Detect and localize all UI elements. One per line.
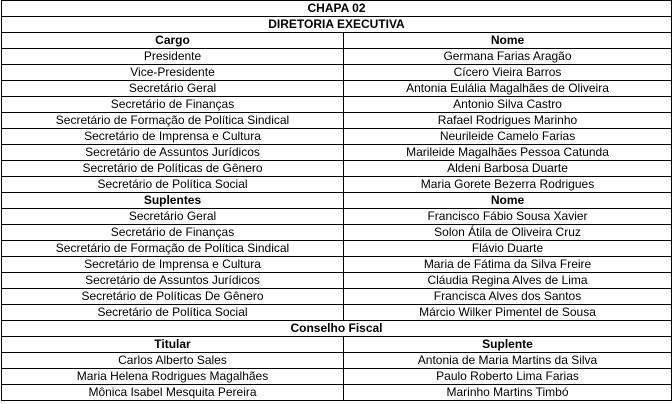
nome-cell[interactable]: Cícero Vieira Barros xyxy=(344,65,672,81)
executiva-row xyxy=(2,113,672,129)
chapa-title[interactable]: CHAPA 02 xyxy=(2,1,672,17)
cargo-cell[interactable]: Secretário de Formação de Política Sindical xyxy=(2,241,344,257)
executiva-row xyxy=(2,161,672,177)
executiva-row xyxy=(2,65,672,81)
suplente-cell[interactable]: Marinho Martins Timbó xyxy=(344,385,672,401)
nome-cell[interactable]: Francisco Fábio Sousa Xavier xyxy=(344,209,672,225)
executiva-header-row xyxy=(2,33,672,49)
nome-cell[interactable]: Rafael Rodrigues Marinho xyxy=(344,113,672,129)
nome-cell[interactable]: Aldeni Barbosa Duarte xyxy=(344,161,672,177)
cargo-cell[interactable]: Secretário de Assuntos Jurídicos xyxy=(2,145,344,161)
cargo-cell[interactable]: Secretário de Formação de Política Sindical xyxy=(2,113,344,129)
suplentes-row xyxy=(2,209,672,225)
nome-cell[interactable]: Germana Farias Aragão xyxy=(344,49,672,65)
cargo-cell[interactable]: Secretário de Política Social xyxy=(2,305,344,321)
titular-cell[interactable]: Mônica Isabel Mesquita Pereira xyxy=(2,385,344,401)
titular-cell[interactable]: Maria Helena Rodrigues Magalhães xyxy=(2,369,344,385)
executiva-row xyxy=(2,97,672,113)
nome-cell[interactable]: Maria Gorete Bezerra Rodrigues xyxy=(344,177,672,193)
conselho-header-row xyxy=(2,337,672,353)
cargo-cell[interactable]: Secretário de Finanças xyxy=(2,225,344,241)
nome-cell[interactable]: Marileide Magalhães Pessoa Catunda xyxy=(344,145,672,161)
suplentes-row xyxy=(2,289,672,305)
conselho-fiscal-heading[interactable]: Conselho Fiscal xyxy=(2,321,672,337)
nome-cell[interactable]: Flávio Duarte xyxy=(344,241,672,257)
chapa-table xyxy=(1,0,672,401)
cargo-cell[interactable]: Secretário Geral xyxy=(2,81,344,97)
nome-header[interactable]: Nome xyxy=(344,193,672,209)
titular-cell[interactable]: Carlos Alberto Sales xyxy=(2,353,344,369)
nome-cell[interactable]: Cláudia Regina Alves de Lima xyxy=(344,273,672,289)
nome-header[interactable]: Nome xyxy=(344,33,672,49)
suplentes-header[interactable]: Suplentes xyxy=(2,193,344,209)
executiva-row xyxy=(2,145,672,161)
executiva-row xyxy=(2,49,672,65)
suplentes-row xyxy=(2,241,672,257)
cargo-header[interactable]: Cargo xyxy=(2,33,344,49)
suplentes-row xyxy=(2,305,672,321)
cargo-cell[interactable]: Secretário de Assuntos Jurídicos xyxy=(2,273,344,289)
suplente-cell[interactable]: Antonia de Maria Martins da Silva xyxy=(344,353,672,369)
executiva-row xyxy=(2,177,672,193)
executiva-row xyxy=(2,81,672,97)
cargo-cell[interactable]: Secretário de Políticas de Gênero xyxy=(2,161,344,177)
conselho-row xyxy=(2,369,672,385)
cargo-cell[interactable]: Secretário Geral xyxy=(2,209,344,225)
conselho-heading-row xyxy=(2,321,672,337)
title-row xyxy=(2,1,672,17)
nome-cell[interactable]: Antonia Eulália Magalhães de Oliveira xyxy=(344,81,672,97)
nome-cell[interactable]: Solon Átila de Oliveira Cruz xyxy=(344,225,672,241)
cargo-cell[interactable]: Secretário de Imprensa e Cultura xyxy=(2,129,344,145)
conselho-row xyxy=(2,385,672,401)
cargo-cell[interactable]: Secretário de Finanças xyxy=(2,97,344,113)
cargo-cell[interactable]: Presidente xyxy=(2,49,344,65)
nome-cell[interactable]: Maria de Fátima da Silva Freire xyxy=(344,257,672,273)
cargo-cell[interactable]: Secretário de Política Social xyxy=(2,177,344,193)
suplente-header[interactable]: Suplente xyxy=(344,337,672,353)
cargo-cell[interactable]: Vice-Presidente xyxy=(2,65,344,81)
cargo-cell[interactable]: Secretário de Imprensa e Cultura xyxy=(2,257,344,273)
nome-cell[interactable]: Neurileide Camelo Farias xyxy=(344,129,672,145)
cargo-cell[interactable]: Secretário de Políticas De Gênero xyxy=(2,289,344,305)
titular-header[interactable]: Titular xyxy=(2,337,344,353)
suplentes-header-row xyxy=(2,193,672,209)
nome-cell[interactable]: Márcio Wilker Pimentel de Sousa xyxy=(344,305,672,321)
spreadsheet xyxy=(1,0,671,401)
conselho-row xyxy=(2,353,672,369)
suplentes-row xyxy=(2,225,672,241)
executiva-row xyxy=(2,129,672,145)
suplentes-row xyxy=(2,257,672,273)
nome-cell[interactable]: Antonio Silva Castro xyxy=(344,97,672,113)
diretoria-executiva-heading[interactable]: DIRETORIA EXECUTIVA xyxy=(2,17,672,33)
executiva-heading-row xyxy=(2,17,672,33)
nome-cell[interactable]: Francisca Alves dos Santos xyxy=(344,289,672,305)
suplente-cell[interactable]: Paulo Roberto Lima Farias xyxy=(344,369,672,385)
suplentes-row xyxy=(2,273,672,289)
